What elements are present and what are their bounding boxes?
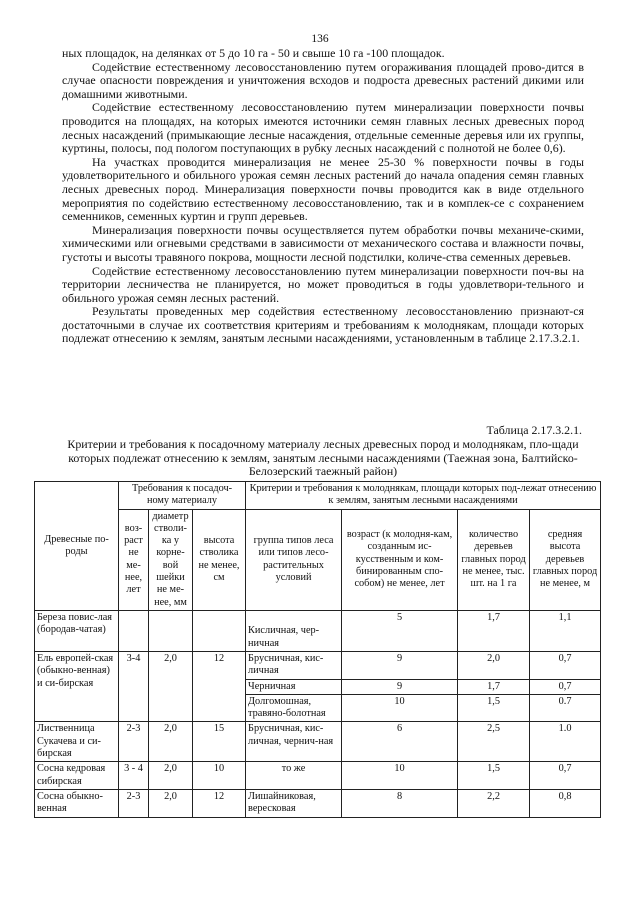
- diameter-cell: 2,0: [149, 789, 193, 817]
- avg-height-cell: 0,7: [530, 762, 601, 790]
- body-text: [62, 47, 584, 346]
- young-age-cell: 10: [342, 762, 458, 790]
- seedling-height-cell: 15: [193, 722, 246, 762]
- table-number: Таблица 2.17.3.2.1.: [486, 423, 582, 437]
- age-cell: 2-3: [119, 722, 149, 762]
- seedling-height-cell: 12: [193, 789, 246, 817]
- tree-count-cell: 1,7: [458, 610, 530, 651]
- avg-height-cell: 1.0: [530, 722, 601, 762]
- tree-count-cell: 1,7: [458, 679, 530, 694]
- forest-type-cell: Кисличная, чер-ничная: [246, 610, 342, 651]
- table-row: [35, 651, 601, 679]
- young-age-cell: 5: [342, 610, 458, 651]
- species-cell: Сосна кедровая сибирская: [35, 762, 119, 790]
- species-cell: Лиственница Сукачева и си-бирская: [35, 722, 119, 762]
- avg-height-cell: 1,1: [530, 610, 601, 651]
- avg-height-cell: 0,7: [530, 679, 601, 694]
- young-age-cell: 9: [342, 651, 458, 679]
- forest-type-cell: Долгомошная, травяно-болотная: [246, 694, 342, 722]
- header-avg-height: средняя высота деревьев главных пород не менее, м: [530, 509, 601, 610]
- tree-count-cell: 2,5: [458, 722, 530, 762]
- forest-type-cell: то же: [246, 762, 342, 790]
- age-cell: 3 - 4: [119, 762, 149, 790]
- paragraph: Содействие естественному лесовосстановлению путем минерализации поверхности поч-вы на территории лесничества не планируется, но может проводиться в годы удовлетвори-тельного и обильного урожая семян лесных растений.: [62, 263, 584, 305]
- young-age-cell: 8: [342, 789, 458, 817]
- paragraph: ных площадок, на делянках от 5 до 10 га - 50 и свыше 10 га -100 площадок.: [62, 46, 445, 60]
- paragraph: Содействие естественному лесовосстановлению путем минерализации поверхности почвы проводится на площадях, на которых имеются источники семян главных лесных древесных пород лесных насаждений (примыкающие лесные насаждения, отдельные семенные деревья или их группы, куртины, полосы, под пологом поступающих в рубку лесных насаждений с полнотой не более 0,6).: [62, 100, 584, 156]
- header-diameter: диаметр стволи-ка у корне-вой шейки не ме-нее, мм: [149, 509, 193, 610]
- tree-count-cell: 1,5: [458, 762, 530, 790]
- header-age: воз-раст не ме-нее, лет: [119, 509, 149, 610]
- diameter-cell: 2,0: [149, 762, 193, 790]
- paragraph: На участках проводится минерализация не менее 25-30 % поверхности почвы в годы удовлетворительного и обильного урожая семян лесных растений до начала опадения семян главных лесных древесных пород. Минерализация поверхности почвы проводится как в виде отдельного мероприятия по содействию естественному лесовосстановлению, так и в комплек-се с сохранением семенников, семенных куртин и групп деревьев.: [62, 154, 584, 224]
- diameter-cell: 2,0: [149, 722, 193, 762]
- avg-height-cell: 0,7: [530, 651, 601, 679]
- table-row: [35, 762, 601, 790]
- header-species: Древесные по-роды: [35, 482, 119, 611]
- age-cell: 2-3: [119, 789, 149, 817]
- table-row: [35, 789, 601, 817]
- paragraph: Содействие естественному лесовосстановлению путем огораживания площадей прово-дится в случае опасности повреждения и уничтожения всходов и подроста древесных растений дикими или домашними животными.: [62, 59, 584, 101]
- seedling-height-cell: 12: [193, 651, 246, 721]
- species-cell: Ель европей-ская (обыкно-венная) и си-бирская: [35, 651, 119, 721]
- diameter-cell: 2,0: [149, 651, 193, 721]
- table-caption: Критерии и требования к посадочному материалу лесных древесных пород и молоднякам, пло-щади которых подлежат отнесению к землям, занятым лесными насаждениями (Таежная зона, Балтийско-Белозерский таежный район): [67, 437, 579, 479]
- forest-type-cell: Черничная: [246, 679, 342, 694]
- table-header-row: [35, 482, 601, 510]
- header-forest-type-group: группа типов леса или типов лесо-растительных условий: [246, 509, 342, 610]
- tree-count-cell: 2,2: [458, 789, 530, 817]
- forest-type-cell: Брусничная, кис-личная, чернич-ная: [246, 722, 342, 762]
- header-young-group: Критерии и требования к молоднякам, площади которых под-лежат отнесению к землям, занятым лесными насаждениями: [246, 482, 601, 510]
- table-row: [35, 722, 601, 762]
- header-planting-group: Требования к посадоч-ному материалу: [119, 482, 246, 510]
- young-age-cell: 9: [342, 679, 458, 694]
- table-header-row: [35, 509, 601, 610]
- avg-height-cell: 0,8: [530, 789, 601, 817]
- criteria-table: [34, 481, 601, 818]
- paragraph: Минерализация поверхности почвы осуществляется путем обработки почвы механиче-скими, химическими или огневыми средствами в зависимости от механического состава и влажности почвы, густоты и высоты травяного покрова, мощности лесной подстилки, количе-ства семенных деревьев.: [62, 222, 584, 264]
- tree-count-cell: 1,5: [458, 694, 530, 722]
- forest-type-cell: Брусничная, кис-личная: [246, 651, 342, 679]
- header-tree-count: количество деревьев главных пород не менее, тыс. шт. на 1 га: [458, 509, 530, 610]
- paragraph: Результаты проведенных мер содействия естественному лесовосстановлению признают-ся достаточными в случае их соответствия критериям и требованиям к молоднякам, площади которых подлежат отнесению к землям, занятым лесными насаждениями, установленным в таблице 2.17.3.2.1.: [62, 304, 584, 346]
- young-age-cell: 6: [342, 722, 458, 762]
- species-cell: Сосна обыкно-венная: [35, 789, 119, 817]
- table-row: [35, 610, 601, 651]
- forest-type-cell: Лишайниковая, вересковая: [246, 789, 342, 817]
- seedling-height-cell: 10: [193, 762, 246, 790]
- page-number: 136: [311, 33, 329, 45]
- header-young-age: возраст (к молодня-кам, созданным ис-кусственным и ком-бинированным спо-собом) не менее, лет: [342, 509, 458, 610]
- species-cell: Береза повис-лая (бородав-чатая): [35, 610, 119, 651]
- avg-height-cell: 0.7: [530, 694, 601, 722]
- age-cell: 3-4: [119, 651, 149, 721]
- header-height: высота стволика не менее, см: [193, 509, 246, 610]
- tree-count-cell: 2,0: [458, 651, 530, 679]
- young-age-cell: 10: [342, 694, 458, 722]
